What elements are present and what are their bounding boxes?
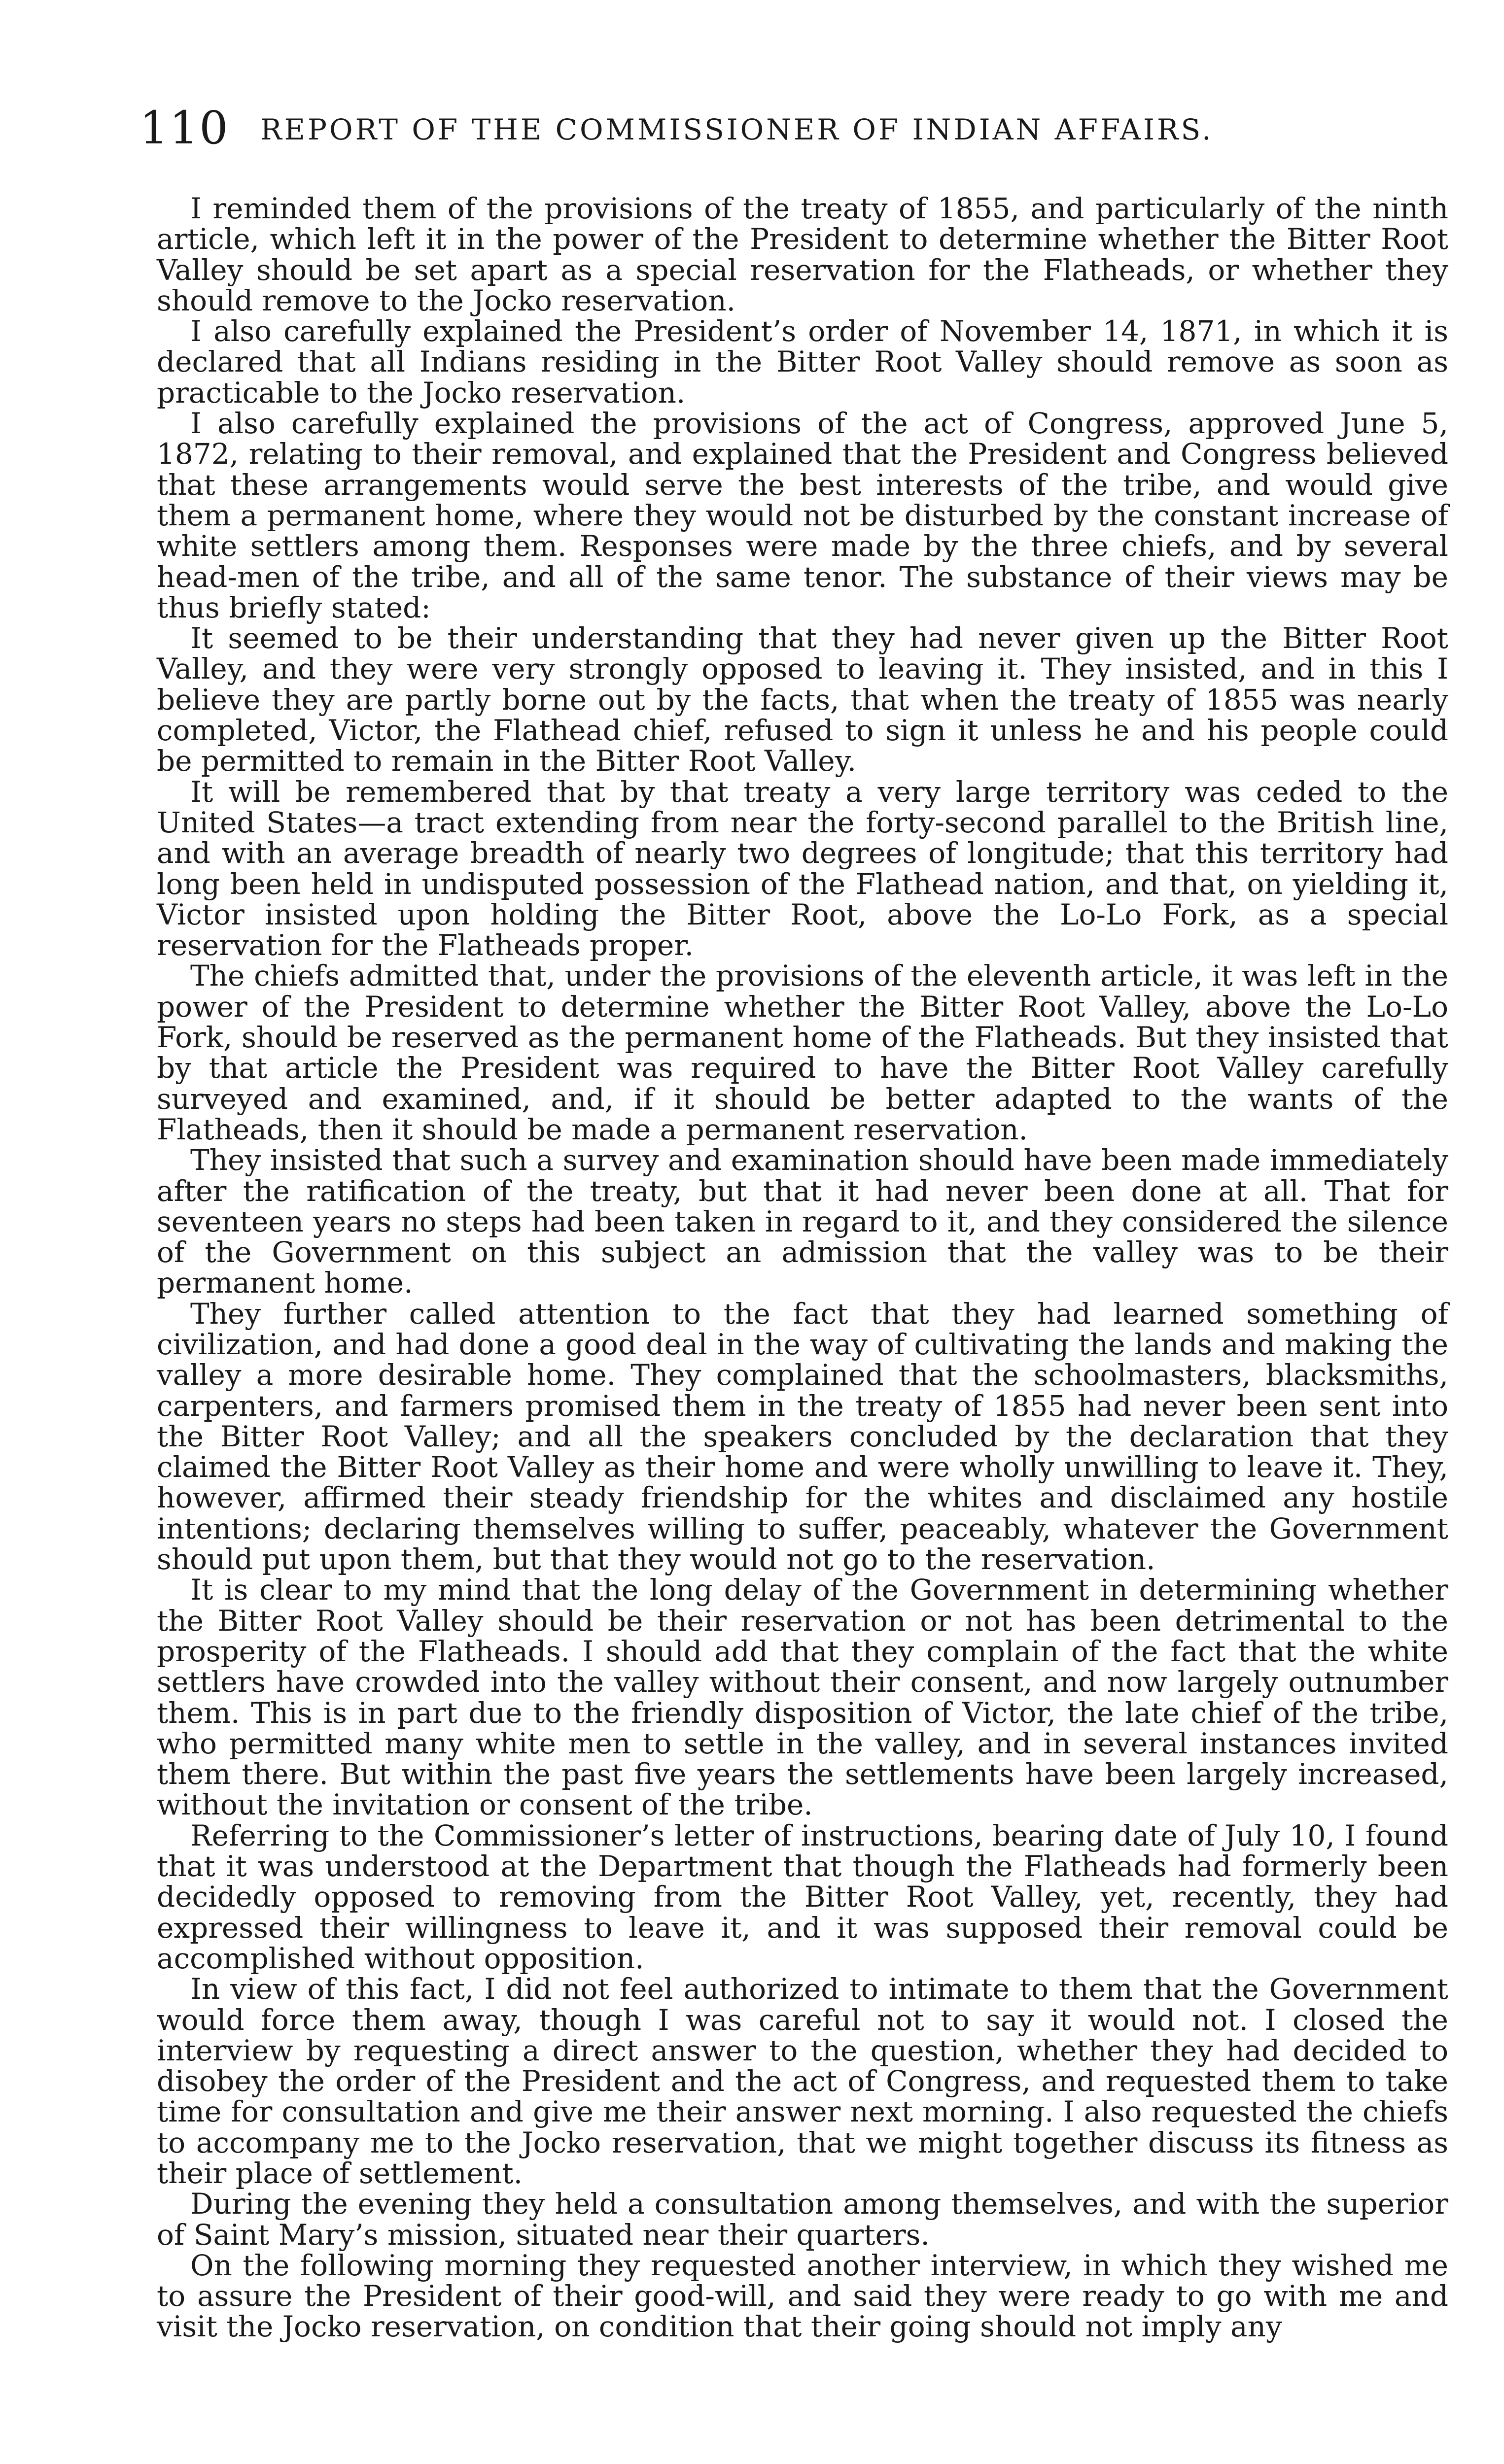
paragraph: The chiefs admitted that, under the provisions of the eleventh article, it was left in the power of the President to determine whether the Bitter Root Valley, above the Lo-Lo Fork, should be reserved as the permanent home of the Flatheads. But they insisted that by that article the President was required to have the Bitter Root Valley carefully surveyed and examined, and, if it should be better adapted to the wants of the Flatheads, then it should be made a permanent reservation.: [157, 959, 1448, 1146]
body-text: [157, 193, 1448, 2342]
paragraph: It will be remembered that by that treaty a very large territory was ceded to the United States—a tract extending from near the forty-second parallel to the British line, and with an average breadth of nearly two degrees of longitude; that this territory had long been held in undisputed possession of the Flathead nation, and that, on yielding it, Victor insisted upon holding the Bitter Root, above the Lo-Lo Fork, as a special reservation for the Flatheads proper.: [157, 775, 1448, 962]
paragraph: I reminded them of the provisions of the treaty of 1855, and particularly of the ninth article, which left it in the power of the President to determine whether the Bitter Root Valley should be set apart as a special reservation for the Flatheads, or whether they should remove to the Jocko reservation.: [157, 192, 1448, 317]
page-number: 110: [140, 102, 229, 154]
paragraph: They further called attention to the fact that they had learned something of civilization, and had done a good deal in the way of cultivating the lands and making the valley a more desirable home. They complained that the schoolmasters, blacksmiths, carpenters, and farmers promised them in the treaty of 1855 had never been sent into the Bitter Root Valley; and all the speakers concluded by the declaration that they claimed the Bitter Root Valley as their home and were wholly unwilling to leave it. They, however, affirmed their steady friendship for the whites and disclaimed any hostile intentions; declaring themselves willing to suffer, peaceably, whatever the Government should put upon them, but that they would not go to the reservation.: [157, 1297, 1448, 1576]
paragraph: On the following morning they requested another interview, in which they wished me to assure the President of their good-will, and said they were ready to go with me and visit the Jocko reservation, on condition that their going should not imply any: [157, 2248, 1448, 2344]
paragraph: During the evening they held a consultation among themselves, and with the superior of Saint Mary’s mission, situated near their quarters.: [157, 2187, 1448, 2252]
running-title: REPORT OF THE COMMISSIONER OF INDIAN AFFAIRS.: [260, 113, 1214, 146]
paragraph: It seemed to be their understanding that they had never given up the Bitter Root Valley, and they were very strongly opposed to leaving it. They insisted, and in this I believe they are partly borne out by the facts, that when the treaty of 1855 was nearly completed, Victor, the Flathead chief, refused to sign it unless he and his people could be permitted to remain in the Bitter Root Valley.: [157, 621, 1448, 778]
paragraph: In view of this fact, I did not feel authorized to intimate to them that the Government would force them away, though I was careful not to say it would not. I closed the interview by requesting a direct answer to the question, whether they had decided to disobey the order of the President and the act of Congress, and requested them to take time for consultation and give me their answer next morning. I also requested the chiefs to accompany me to the Jocko reservation, that we might together discuss its fitness as their place of settlement.: [157, 1972, 1448, 2190]
paragraph: I also carefully explained the provisions of the act of Congress, approved June 5, 1872, relating to their removal, and explained that the President and Congress believed that these arrangements would serve the best interests of the tribe, and would give them a permanent home, where they would not be disturbed by the constant increase of white settlers among them. Responses were made by the three chiefs, and by several head-men of the tribe, and all of the same tenor. The substance of their views may be thus briefly stated:: [157, 407, 1448, 624]
paragraph: They insisted that such a survey and examination should have been made immediately after the ratification of the treaty, but that it had never been done at all. That for seventeen years no steps had been taken in regard to it, and they considered the silence of the Government on this subject an admission that the valley was to be their permanent home.: [157, 1143, 1448, 1300]
paragraph: It is clear to my mind that the long delay of the Government in determining whether the Bitter Root Valley should be their reservation or not has been detrimental to the prosperity of the Flatheads. I should add that they complain of the fact that the white settlers have crowded into the valley without their consent, and now largely outnumber them. This is in part due to the friendly disposition of Victor, the late chief of the tribe, who permitted many white men to settle in the valley, and in several instances invited them there. But within the past five years the settlements have been largely increased, without the invitation or consent of the tribe.: [157, 1573, 1448, 1822]
page-header: [140, 101, 1357, 155]
paragraph: I also carefully explained the President’s order of November 14, 1871, in which it is declared that all Indians residing in the Bitter Root Valley should remove as soon as practicable to the Jocko reservation.: [157, 314, 1448, 410]
paragraph: Referring to the Commissioner’s letter of instructions, bearing date of July 10, I found that it was understood at the Department that though the Flatheads had formerly been decidedly opposed to removing from the Bitter Root Valley, yet, recently, they had expressed their willingness to leave it, and it was supposed their removal could be accomplished without opposition.: [157, 1818, 1448, 1975]
